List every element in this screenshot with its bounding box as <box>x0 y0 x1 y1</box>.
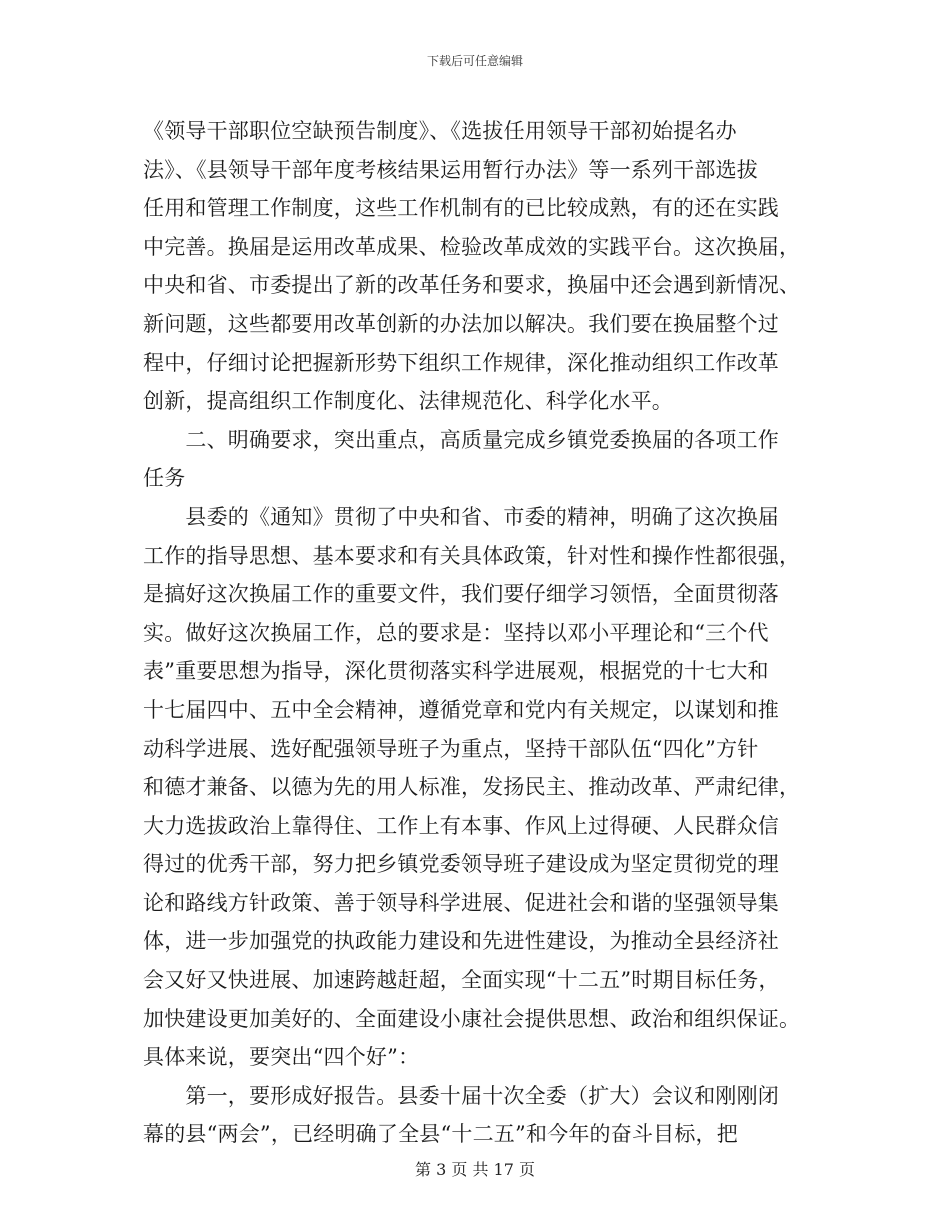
text-line: 会又好又快进展、加速跨越赶超，全面实现“十二五”时期目标任务， <box>143 968 780 993</box>
text-line: 二、明确要求，突出重点，高质量完成乡镇党委换届的各项工作 <box>143 427 779 452</box>
text-line: 任用和管理工作制度，这些工作机制有的已比较成熟，有的还在实践 <box>143 196 779 221</box>
text-line: 创新，提高组织工作制度化、法律规范化、科学化水平。 <box>143 389 673 414</box>
text-line: 得过的优秀干部，努力把乡镇党委领导班子建设成为坚定贯彻党的理 <box>143 852 779 877</box>
text-line: 加快建设更加美好的、全面建设小康社会提供思想、政治和组织保证。 <box>143 1006 801 1031</box>
text-line: 任务 <box>143 466 186 491</box>
text-line: 《领导干部职位空缺预告制度》、《选拔任用领导干部初始提名办 <box>143 119 737 143</box>
text-line: 实。做好这次换届工作，总的要求是：坚持以邓小平理论和“三个代 <box>143 620 769 645</box>
text-line: 中央和省、市委提出了新的改革任务和要求，换届中还会遇到新情况、 <box>143 273 801 298</box>
text-line: 程中，仔细讨论把握新形势下组织工作规律，深化推动组织工作改革 <box>143 350 779 375</box>
text-line: 动科学进展、选好配强领导班子为重点，坚持干部队伍“四化”方针 <box>143 736 759 761</box>
text-line: 表”重要思想为指导，深化贯彻落实科学进展观，根据党的十七大和 <box>143 659 769 684</box>
text-line: 大力选拔政治上靠得住、工作上有本事、作风上过得硬、人民群众信 <box>143 813 779 838</box>
text-line: 幕的县“两会”，已经明确了全县“十二五”和今年的奋斗目标，把 <box>143 1122 738 1147</box>
text-line: 中完善。换届是运用改革成果、检验改革成效的实践平台。这次换届， <box>143 234 801 259</box>
text-line: 新问题，这些都要用改革创新的办法加以解决。我们要在换届整个过 <box>143 311 779 336</box>
text-line: 第一，要形成好报告。县委十届十次全委（扩大）会议和刚刚闭 <box>143 1083 779 1108</box>
text-line: 是搞好这次换届工作的重要文件，我们要仔细学习领悟，全面贯彻落 <box>143 582 779 607</box>
text-line: 十七届四中、五中全会精神，遵循党章和党内有关规定，以谋划和推 <box>143 697 779 722</box>
text-line: 县委的《通知》贯彻了中央和省、市委的精神，明确了这次换届 <box>143 504 779 529</box>
page-header: 下载后可任意编辑 <box>426 54 523 68</box>
page-footer: 第 3 页 共 17 页 <box>415 1160 535 1179</box>
text-line: 具体来说，要突出“四个好”： <box>143 1045 420 1070</box>
text-line: 法》、《县领导干部年度考核结果运用暂行办法》等一系列干部选拔 <box>143 157 758 182</box>
text-line: 和德才兼备、以德为先的用人标准，发扬民主、推动改革、严肃纪律， <box>143 775 801 800</box>
document-body <box>143 112 813 1154</box>
text-line: 体，进一步加强党的执政能力建设和先进性建设，为推动全县经济社 <box>143 929 779 954</box>
text-line: 论和路线方针政策、善于领导科学进展、促进社会和谐的坚强领导集 <box>143 890 779 915</box>
text-line: 工作的指导思想、基本要求和有关具体政策，针对性和操作性都很强， <box>143 543 801 568</box>
